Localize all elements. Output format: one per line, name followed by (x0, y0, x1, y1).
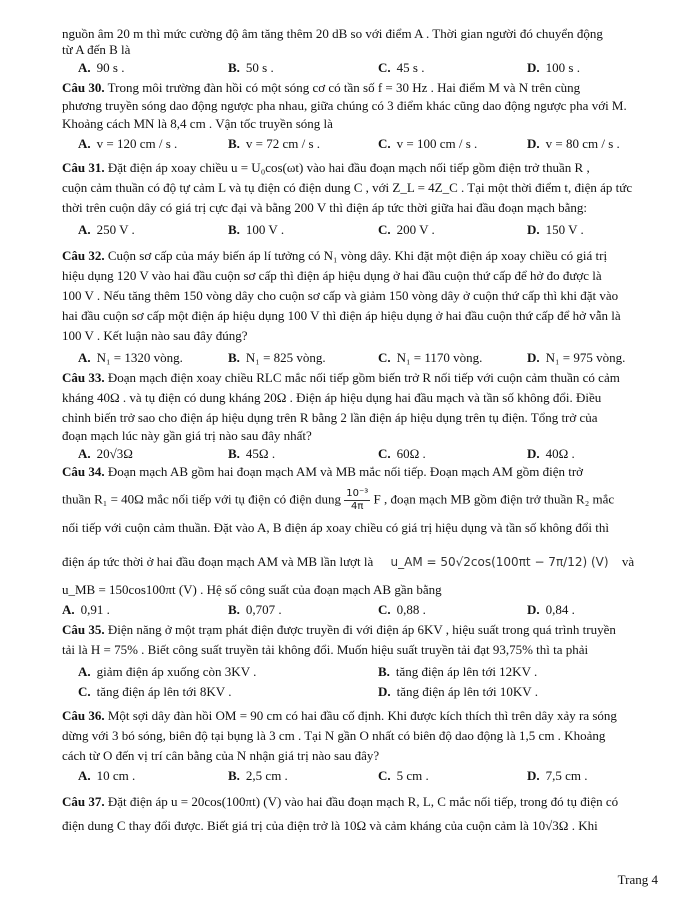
option-d: D. 40Ω . (527, 446, 575, 461)
text-line: dừng với 3 bó sóng, biên độ tại bụng là 3 cm . Tại N gần O nhất có biên độ dao động là 1,5 cm . Khoảng (62, 728, 606, 743)
text-line: u_MB = 150cos100πt (V) . Hệ số công suất của đoạn mạch AB gần bằng (62, 582, 442, 597)
text-line: thuần R₁ = 40Ω mắc nối tiếp với tụ điện có điện dung $\frac{\text{10⁻³}}{4\pi}$ F , đoạn mạch MB gồm điện trở thuần R₂ mắc (62, 488, 615, 512)
option-c: C. N₁ = 1170 vòng. (378, 350, 483, 365)
question-33: Câu 33. Đoạn mạch điện xoay chiều RLC mắc nối tiếp gồm biến trở R nối tiếp với cuộn cảm thuần có cảm (62, 370, 620, 385)
option-d: D. N₁ = 975 vòng. (527, 350, 626, 365)
text-line: cách từ O đến vị trí cân bằng của N nhận giá trị nào sau đây? (62, 748, 380, 763)
option-d: D. tăng điện áp lên tới 10KV . (378, 684, 538, 699)
option-d: D. 0,84 . (527, 602, 575, 617)
option-a: A. N₁ = 1320 vòng. (78, 350, 183, 365)
question-31: Câu 31. Đặt điện áp xoay chiều u = U₀cos(ωt) vào hai đầu đoạn mạch nối tiếp gồm điện trở thuần R , (62, 160, 590, 175)
option-c: C. 5 cm . (378, 768, 429, 783)
option-b: B. v = 72 cm / s . (228, 136, 321, 151)
text-line: tải là H = 75% . Biết công suất truyền tải không đổi. Muốn hiệu suất truyền tải đạt 93,75% thì ta phải (62, 642, 589, 657)
option-a: A. giảm điện áp xuống còn 3KV . (78, 664, 257, 679)
question-32: Câu 32. Cuộn sơ cấp của máy biến áp lí tưởng có N₁ vòng dây. Khi đặt một điện áp xoay chiều có giá trị (62, 248, 608, 263)
option-b: B. tăng điện áp lên tới 12KV . (378, 664, 538, 679)
text-line: từ A đến B là (62, 42, 131, 57)
capacitance-fraction: $\frac{\text{10⁻³}}{4\pi}$ (346, 488, 369, 512)
option-c: C. 45 s . (378, 60, 425, 75)
text-line: thời trên cuộn dây có giá trị cực đại và bằng 200 V thì điện áp tức thời giữa hai đầu đoạn mạch bằng: (62, 200, 588, 215)
text-line: kháng 40Ω . và tụ điện có dung kháng 20Ω . Điện áp hiệu dụng hai đầu mạch và tần số không đổi. Điều (62, 390, 602, 405)
option-c: C. tăng điện áp lên tới 8KV . (78, 684, 232, 699)
voltage-am-formula: u_AM = 50√2cos(100πt − 7π/12) (V) (390, 555, 609, 569)
page-number: Trang 4 (617, 872, 658, 887)
text-line: chỉnh biến trở sao cho điện áp hiệu dụng trên R bằng 2 lần điện áp hiệu dụng trên tụ điện. Tổng trở của (62, 410, 598, 425)
option-a: A. 250 V . (78, 222, 135, 237)
option-a: A. v = 120 cm / s . (78, 136, 178, 151)
option-b: B. 50 s . (228, 60, 274, 75)
option-c: C. 60Ω . (378, 446, 426, 461)
option-c: C. 200 V . (378, 222, 435, 237)
option-b: B. 100 V . (228, 222, 285, 237)
text-line: Khoảng cách MN là 8,4 cm . Vận tốc truyền sóng là (62, 116, 333, 131)
option-b: B. N₁ = 825 vòng. (228, 350, 326, 365)
text-line: nguồn âm 20 m thì mức cường độ âm tăng thêm 20 dB so với điểm A . Thời gian người đó chuyển động (62, 26, 603, 41)
question-37: Câu 37. Đặt điện áp u = 20cos(100πt) (V) vào hai đầu đoạn mạch R, L, C mắc nối tiếp, trong đó tụ điện có (62, 794, 619, 809)
text-line: hai đầu cuộn sơ cấp một điện áp hiệu dụng 100 V thì điện áp hiệu dụng ở hai đầu cuộn thứ cấp để hở vẫn là (62, 308, 621, 323)
text-line: điện áp tức thời ở hai đầu đoạn mạch AM và MB lần lượt là u_AM = 50√2cos(100πt − 7π/12) (V) và (62, 554, 635, 569)
text-line: cuộn cảm thuần có độ tự cảm L và tụ điện có điện dung C , với Z_L = 4Z_C . Tại một thời điểm t, điện áp tức (62, 180, 633, 195)
option-a: A. 90 s . (78, 60, 125, 75)
option-b: B. 2,5 cm . (228, 768, 288, 783)
option-c: C. 0,88 . (378, 602, 426, 617)
option-c: C. v = 100 cm / s . (378, 136, 478, 151)
option-a: A. 0,91 . (62, 602, 110, 617)
question-30: Câu 30. Trong môi trường đàn hồi có một sóng cơ có tần số f = 30 Hz . Hai điểm M và N trên cùng (62, 80, 581, 95)
text-line: đoạn mạch lúc này gần giá trị nào sau đây nhất? (62, 428, 312, 443)
question-34: Câu 34. Đoạn mạch AB gồm hai đoạn mạch AM và MB mắc nối tiếp. Đoạn mạch AM gồm điện trở (62, 464, 584, 479)
option-d: D. 7,5 cm . (527, 768, 588, 783)
text-line: nối tiếp với cuộn cảm thuần. Đặt vào A, B điện áp xoay chiều có giá trị hiệu dụng và tần số không đổi thì (62, 520, 609, 535)
option-d: D. v = 80 cm / s . (527, 136, 620, 151)
option-d: D. 100 s . (527, 60, 580, 75)
question-35: Câu 35. Điện năng ở một trạm phát điện được truyền đi với điện áp 6KV , hiệu suất trong quá trình truyền (62, 622, 616, 637)
text-line: 100 V . Nếu tăng thêm 150 vòng dây cho cuộn sơ cấp và giảm 150 vòng dây ở cuộn thứ cấp thì khi đặt vào (62, 288, 619, 303)
text-line: phương truyền sóng dao động ngược pha nhau, giữa chúng có 3 điểm khác cũng dao động ngược pha với M. (62, 98, 627, 113)
option-d: D. 150 V . (527, 222, 584, 237)
option-b: B. 45Ω . (228, 446, 276, 461)
text-line: hiệu dụng 120 V vào hai đầu cuộn sơ cấp thì điện áp hiệu dụng ở hai đầu cuộn thứ cấp để hở đo được là (62, 268, 602, 283)
option-a: A. 20√3Ω (78, 446, 133, 461)
option-b: B. 0,707 . (228, 602, 282, 617)
option-a: A. 10 cm . (78, 768, 136, 783)
text-line: điện dung C thay đổi được. Biết giá trị của điện trở là 10Ω và cảm kháng của cuộn cảm là 10√3Ω . Khi (62, 818, 598, 833)
question-36: Câu 36. Một sợi dây đàn hồi OM = 90 cm có hai đầu cố định. Khi được kích thích thì trên dây xảy ra sóng (62, 708, 617, 723)
text-line: 100 V . Kết luận nào sau đây đúng? (62, 328, 248, 343)
